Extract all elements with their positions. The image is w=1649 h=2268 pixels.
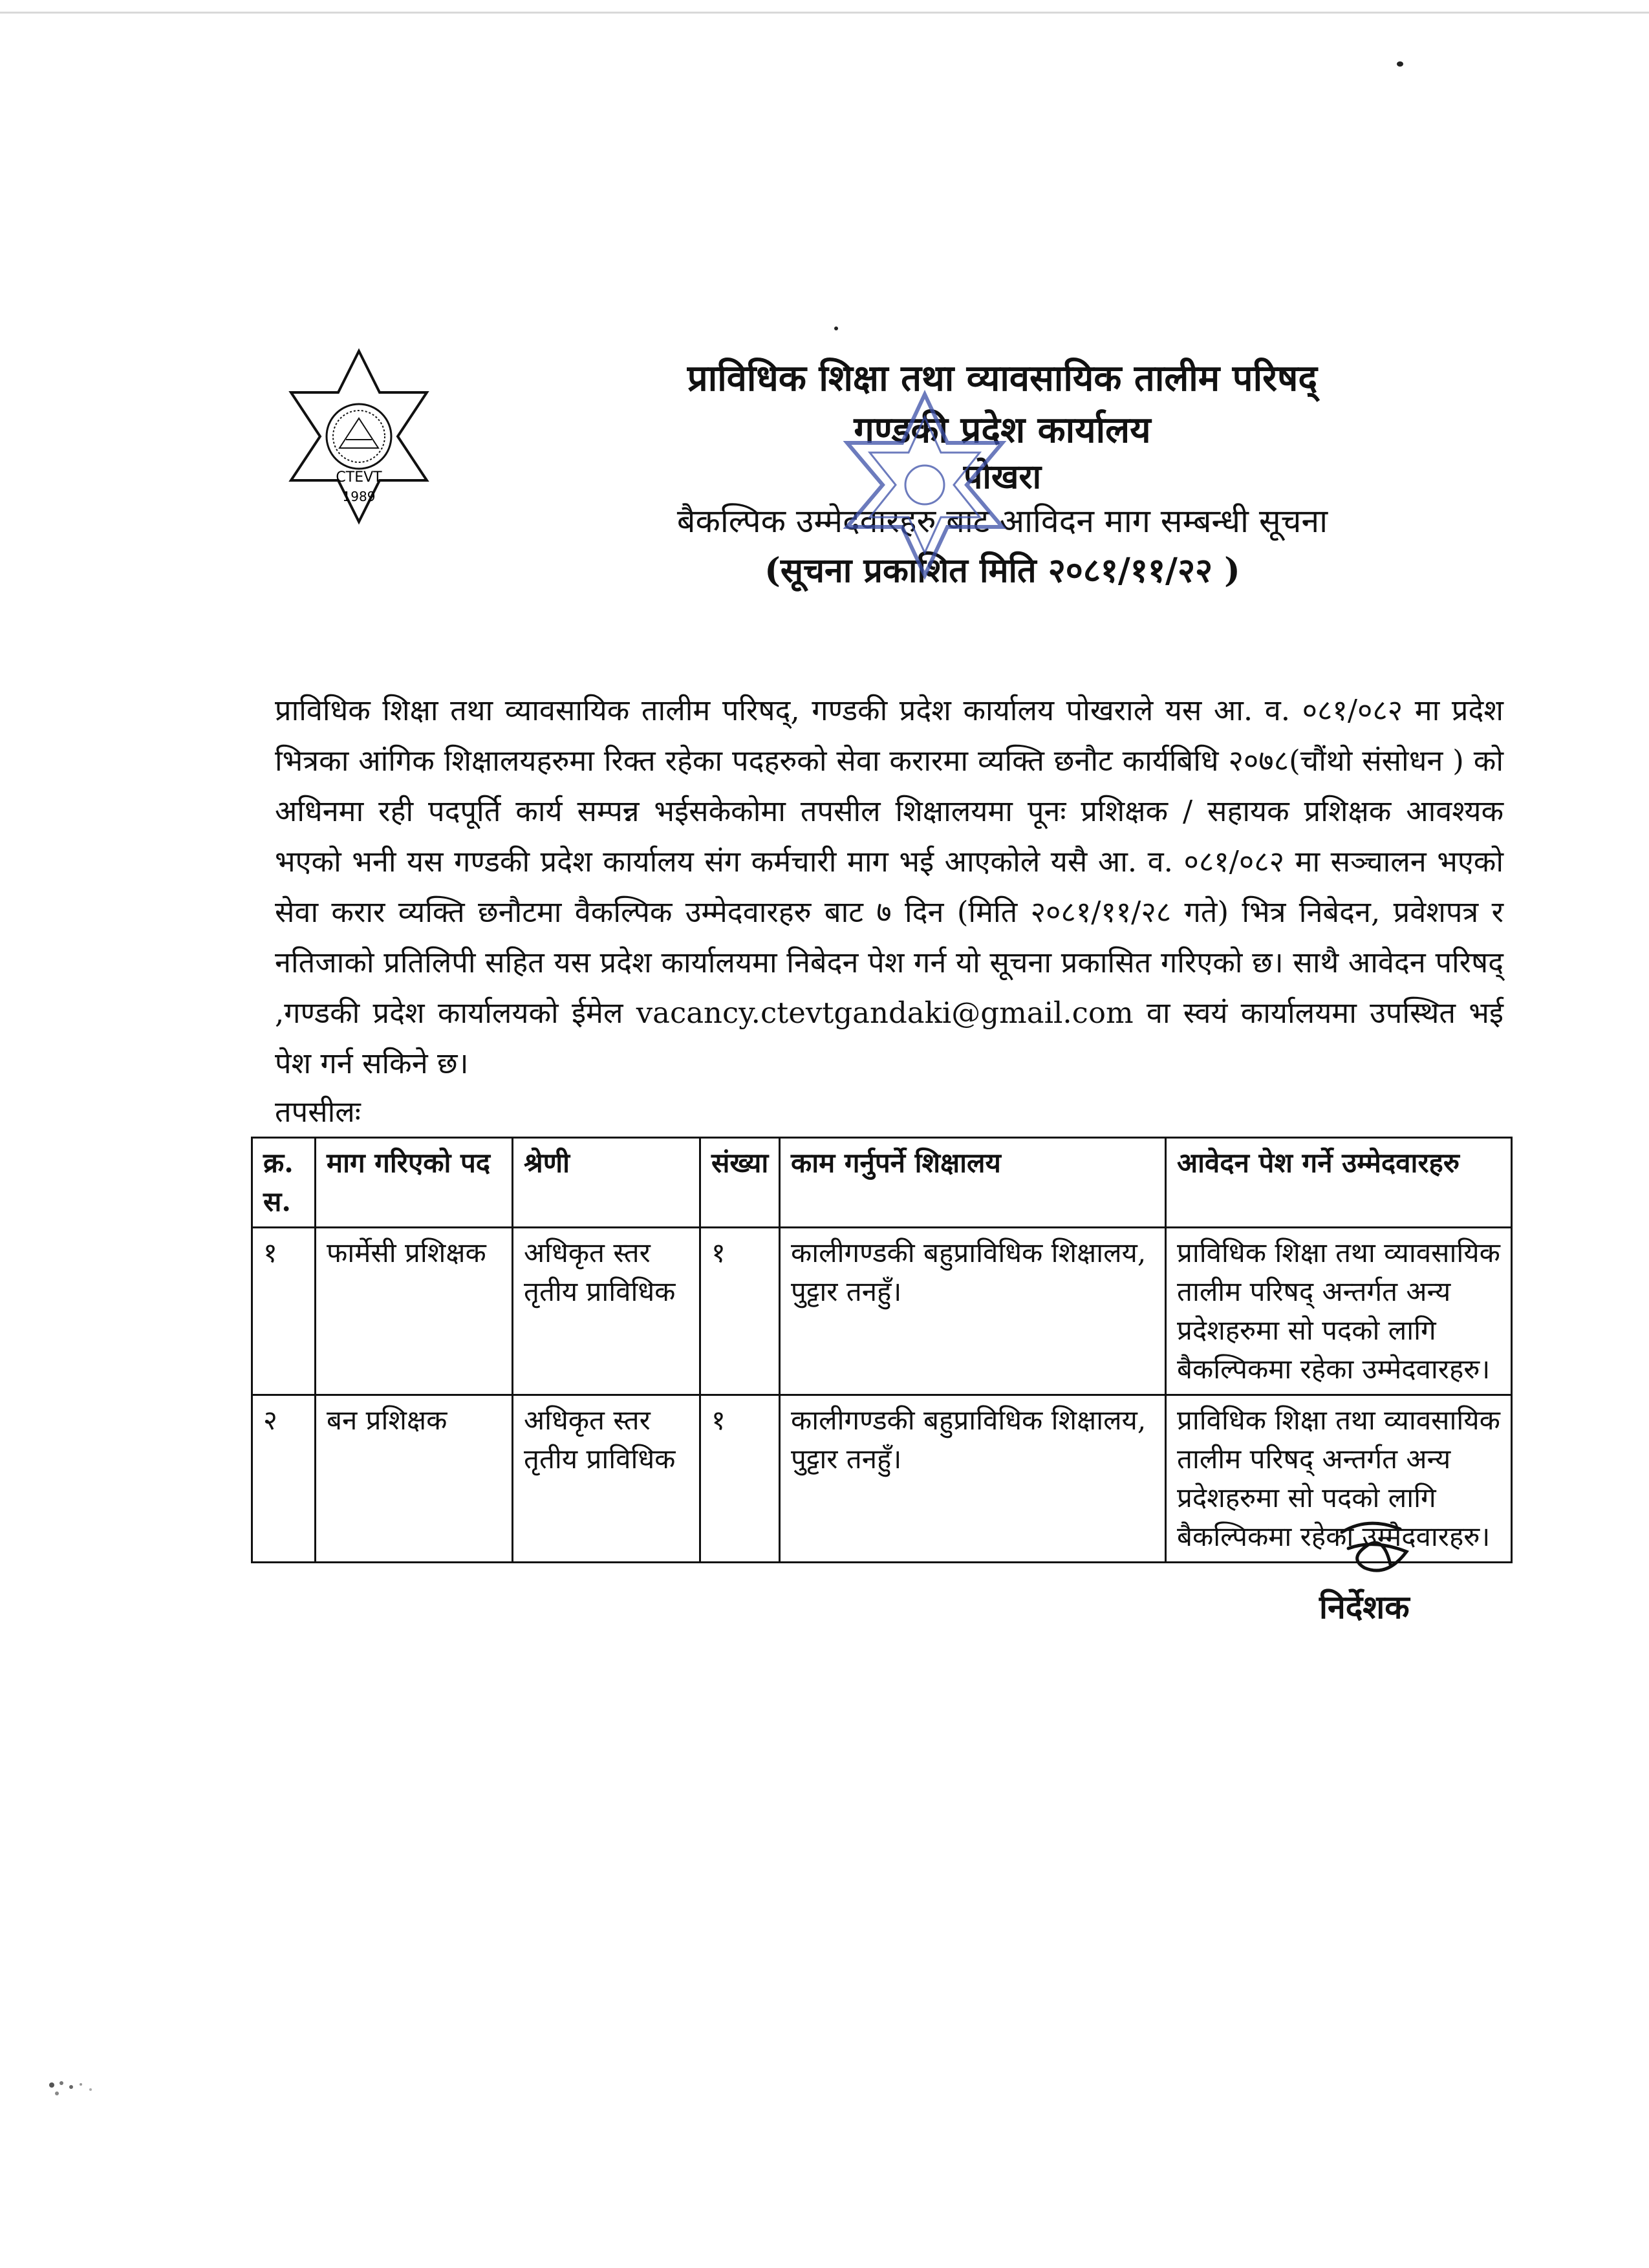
scan-speck <box>834 326 838 330</box>
scan-top-edge <box>0 12 1649 14</box>
logo-year: 1989 <box>342 489 376 504</box>
header-serial: क्र. स. <box>252 1138 316 1228</box>
logo-text: CTEVT <box>336 469 382 486</box>
office-name: गण्डकी प्रदेश कार्यालय <box>854 409 1151 451</box>
cell-eligible: प्राविधिक शिक्षा तथा व्यावसायिक तालीम परिषद् अन्तर्गत अन्य प्रदेशहरुमा सो पदको लागि बैकल्पिकमा रहेका उम्मेदवारहरु। <box>1166 1395 1512 1563</box>
cell-serial: २ <box>252 1395 316 1563</box>
header-eligible: आवेदन पेश गर्ने उम्मेदवारहरु <box>1166 1138 1512 1228</box>
scan-smudge <box>45 2075 103 2101</box>
cell-post: फार्मेसी प्रशिक्षक <box>316 1228 513 1395</box>
table-row <box>252 1395 1512 1563</box>
header-grade: श्रेणी <box>513 1138 700 1228</box>
table-row <box>252 1228 1512 1395</box>
vacancy-table <box>251 1137 1513 1563</box>
notice-body: प्राविधिक शिक्षा तथा व्यावसायिक तालीम परिषद्, गण्डकी प्रदेश कार्यालय पोखराले यस आ. व. ०८१/०८२ मा प्रदेश भित्रका आंगिक शिक्षालयहरुमा रिक्त रहेका पदहरुको सेवा करारमा व्यक्ति छनौट कार्यबिधि २०७८(चौंथो संसोधन ) को अधिनमा रही पदपूर्ति कार्य सम्पन्न भईसकेकोमा तपसील शिक्षालयमा पूनः प्रशिक्षक / सहायक प्रशिक्षक आवश्यक भएको भनी यस गण्डकी प्रदेश कार्यालय संग कर्मचारी माग भई आएकोले यसै आ. व. ०८१/०८२ मा सञ्चालन भएको सेवा करार व्यक्ति छनौटमा वैकल्पिक उम्मेदवारहरु बाट ७ दिन (मिति २०८१/११/२८ गते) भित्र निबेदन, प्रवेशपत्र र नतिजाको प्रतिलिपी सहित यस प्रदेश कार्यालयमा निबेदन पेश गर्न यो सूचना प्रकासित गरिएको छ। साथै आवेदन परिषद् ,गण्डकी प्रदेश कार्यालयको ईमेल vacancy.ctevtgandaki@gmail.com वा स्वयं कार्यालयमा उपस्थित भई पेश गर्न सकिने छ। <box>275 693 1503 1080</box>
council-name: प्राविधिक शिक्षा तथा व्यावसायिक तालीम परिषद् <box>687 357 1318 400</box>
notice-subject: बैकल्पिक उम्मेदवारहरु बाट आविदन माग सम्बन्धी सूचना <box>676 502 1328 540</box>
header-count: संख्या <box>700 1138 780 1228</box>
cell-serial: १ <box>252 1228 316 1395</box>
table-header-row <box>252 1138 1512 1228</box>
office-stamp <box>815 388 1035 582</box>
office-city: पोखरा <box>963 457 1042 497</box>
cell-post: बन प्रशिक्षक <box>316 1395 513 1563</box>
cell-count: १ <box>700 1228 780 1395</box>
cell-eligible: प्राविधिक शिक्षा तथा व्यावसायिक तालीम परिषद् अन्तर्गत अन्य प्रदेशहरुमा सो पदको लागि बैकल्पिकमा रहेका उम्मेदवारहरु। <box>1166 1228 1512 1395</box>
scan-speck <box>1397 61 1403 67</box>
cell-school: कालीगण्डकी बहुप्राविधिक शिक्षालय, पुट्टार तनहुँ। <box>780 1395 1166 1563</box>
signatory-title: निर्देशक <box>1319 1588 1410 1626</box>
header-school: काम गर्नुपर्ने शिक्षालय <box>780 1138 1166 1228</box>
cell-school: कालीगण्डकी बहुप्राविधिक शिक्षालय, पुट्टार तनहुँ। <box>780 1228 1166 1395</box>
header-post: माग गरिएको पद <box>316 1138 513 1228</box>
handwritten-signature <box>1329 1513 1419 1584</box>
cell-grade: अधिकृत स्तर तृतीय प्राविधिक <box>513 1395 700 1563</box>
cell-grade: अधिकृत स्तर तृतीय प्राविधिक <box>513 1228 700 1395</box>
cell-count: १ <box>700 1395 780 1563</box>
ctevt-logo <box>275 346 443 527</box>
table-caption: तपसीलः <box>275 1095 361 1129</box>
notice-date: (सूचना प्रकाशित मिति २०८१/११/२२ ) <box>764 551 1240 590</box>
